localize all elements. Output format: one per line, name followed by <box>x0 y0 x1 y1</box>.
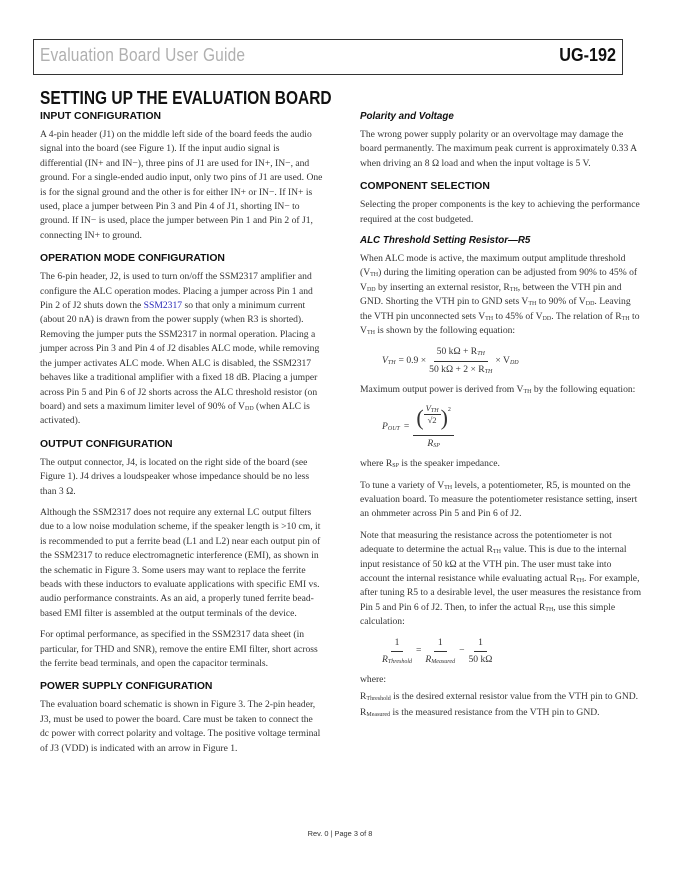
pout-equation: $P_{OUT}$ = ( $V_{TH}$ √2 ) $^2$ $R_{SP}$ <box>382 403 642 451</box>
input-config-paragraph: A 4-pin header (J1) on the middle left side of the board feeds the audio signal into the board (see Figure 1). If the input audio signal is differential (IN+ and IN−), three pins of J1 are used for IN+, IN−, and ground. For a single-ended audio input, only two pins of J1 are used. One is for the signal ground and the other is for either IN+ or IN−. If IN+ is used, place a jumper between Pin 3 and Pin 4 of J1, shorting IN− to ground. If IN− is used, place the jumper between Pin 1 and Pin 2 of J1, connecting IN+ to ground. <box>40 129 323 241</box>
output-config-paragraph-3: For optimal performance, as specified in the SSM2317 data sheet (in particular, for THD and SNR), remove the entire EMI filter, short across the ferrite bead terminals, and open the capacitor terminals. <box>40 629 318 669</box>
ssm2317-link[interactable]: SSM2317 <box>143 300 183 312</box>
input-config-heading: INPUT CONFIGURATION <box>40 111 162 122</box>
where-rsp-paragraph: where $R_{SP}$ is the speaker impedance. <box>360 458 500 470</box>
output-config-heading: OUTPUT CONFIGURATION <box>40 438 173 450</box>
note-paragraph: Note that measuring the resistance across the potentiometer is not adequate to determine the actual $R_{TH}$ value. This is due to the internal input resistance of 50 kΩ at the VTH pin. The user must take into account the internal resistance while evaluating actual $R_{TH}$. For example, after tuning R5 to a desirable level, the user measures the resistance from Pin 5 and Pin 6 of J2. Then, to infer the actual $R_{TH}$, use this simple calculation: <box>360 529 642 628</box>
operation-mode-paragraph: The 6-pin header, J2, is used to turn on/off the SSM2317 amplifier and configure the ALC operation modes. Placing a jumper across Pin 1 and Pin 2 of J2 shuts down the SSM2317 so that only a minimum current (about 20 nA) is drawn from the power supply (when R3 is shorted). Removing the jumper puts the SSM2317 in normal operation. Placing a jumper across Pin 3 and Pin 4 of J2 disables ALC mode, while removing the jumper activates ALC mode. When ALC is disabled, the SSM2317 behaves like a traditional amplifier with a fixed 18 dB. Placing a jumper across Pin 5 and Pin 6 of J2 shorts across the ALC threshold resistor (on board) and sets a maximum limiter level of 90% of $V_{DD}$ (when ALC is activated). <box>40 271 320 427</box>
header-doc-number: UG-192 <box>559 45 616 65</box>
rmeasured-definition: $R_{Measured}$ is the measured resistance from the VTH pin to GND. <box>360 707 600 719</box>
rthreshold-equation: 1 $R_{Threshold}$ = 1 $R_{Measured}$ − $\frac{1}{50 k\Omega}$ <box>382 636 493 665</box>
alc-threshold-heading: ALC Threshold Setting Resistor—R5 <box>360 235 531 247</box>
operation-mode-heading: OPERATION MODE CONFIGURATION <box>40 253 225 265</box>
rthreshold-definition: $R_{Threshold}$ is the desired external resistor value from the VTH pin to GND. <box>360 690 639 702</box>
alc-threshold-paragraph: When ALC mode is active, the maximum output amplitude threshold $(V_{TH})$ during the limiting operation can be adjusted from 90% to 45% of $V_{DD}$ by inserting an external resistor, $R_{TH}$, between the VTH pin and GND. Shorting the VTH pin to GND sets $V_{TH}$ to 90% of $V_{DD}$. Leaving the VTH pin unconnected sets $V_{TH}$ to 45% of $V_{DD}$. The relation of $R_{TH}$ to $V_{TH}$ is shown by the following equation: <box>360 253 640 337</box>
tune-paragraph: To tune a variety of $V_{TH}$ levels, a potentiometer, R5, is mounted on the evaluation board. To measure the potentiometer resistance setting, insert an ohmmeter across Pin 5 and Pin 6 of J2. <box>360 479 638 520</box>
power-supply-heading: POWER SUPPLY CONFIGURATION <box>40 681 213 693</box>
where-label: where: <box>360 674 387 686</box>
component-selection-paragraph: Selecting the proper components is the key to achieving the performance required at the cost budgeted. <box>360 199 640 225</box>
polarity-heading: Polarity and Voltage <box>360 111 454 122</box>
power-supply-paragraph: The evaluation board schematic is shown in Figure 3. The 2-pin header, J3, must be used to power the board. Care must be taken to connect the dc power with correct polarity and voltage. The positive voltage terminal of J3 (VDD) is indicated with an arrow in Figure 1. <box>40 699 321 754</box>
right-column <box>360 110 642 728</box>
header-guide-title: Evaluation Board User Guide <box>40 45 246 65</box>
page-title: SETTING UP THE EVALUATION BOARD <box>40 88 332 108</box>
vth-equation: $V_{TH}$ = 0.9 × 50 $k\Omega + R_{TH}$ 50 $k\Omega + 2 \times R_{TH}$ × $V_{DD}$ <box>382 346 519 375</box>
max-output-paragraph: Maximum output power is derived from $V_{TH}$ by the following equation: <box>360 384 636 396</box>
output-config-paragraph-2: Although the SSM2317 does not require any external LC output filters due to a low noise modulation scheme, if the speaker length is >10 cm, it is recommended to put a ferrite bead (L1 and L2) near each output pin of the SSM2317 to reduce electromagnetic interference (EMI), as shown in the schematic in Figure 3. Some users may want to replace the ferrite beads with these inductors to evaluate applications with specific EMI vs. audio performance constraints. As an aid, a properly tuned ferrite bead-based EMI filter is assembled at the output terminals of the device. <box>40 506 321 619</box>
output-config-paragraph-1: The output connector, J4, is located on the right side of the board (see Figure 1). J4 drives a loudspeaker whose impedance should be no less than 3 Ω. <box>40 456 310 497</box>
page-footer: Rev. 0 | Page 3 of 8 <box>307 829 373 838</box>
polarity-paragraph: The wrong power supply polarity or an overvoltage may damage the board permanently. The maximum peak current is approximately 0.33 A when driving an 8 Ω load and when the input voltage is 5 V. <box>360 129 637 169</box>
component-selection-heading: COMPONENT SELECTION <box>360 181 490 193</box>
page-header <box>33 39 623 75</box>
left-column <box>40 110 323 763</box>
